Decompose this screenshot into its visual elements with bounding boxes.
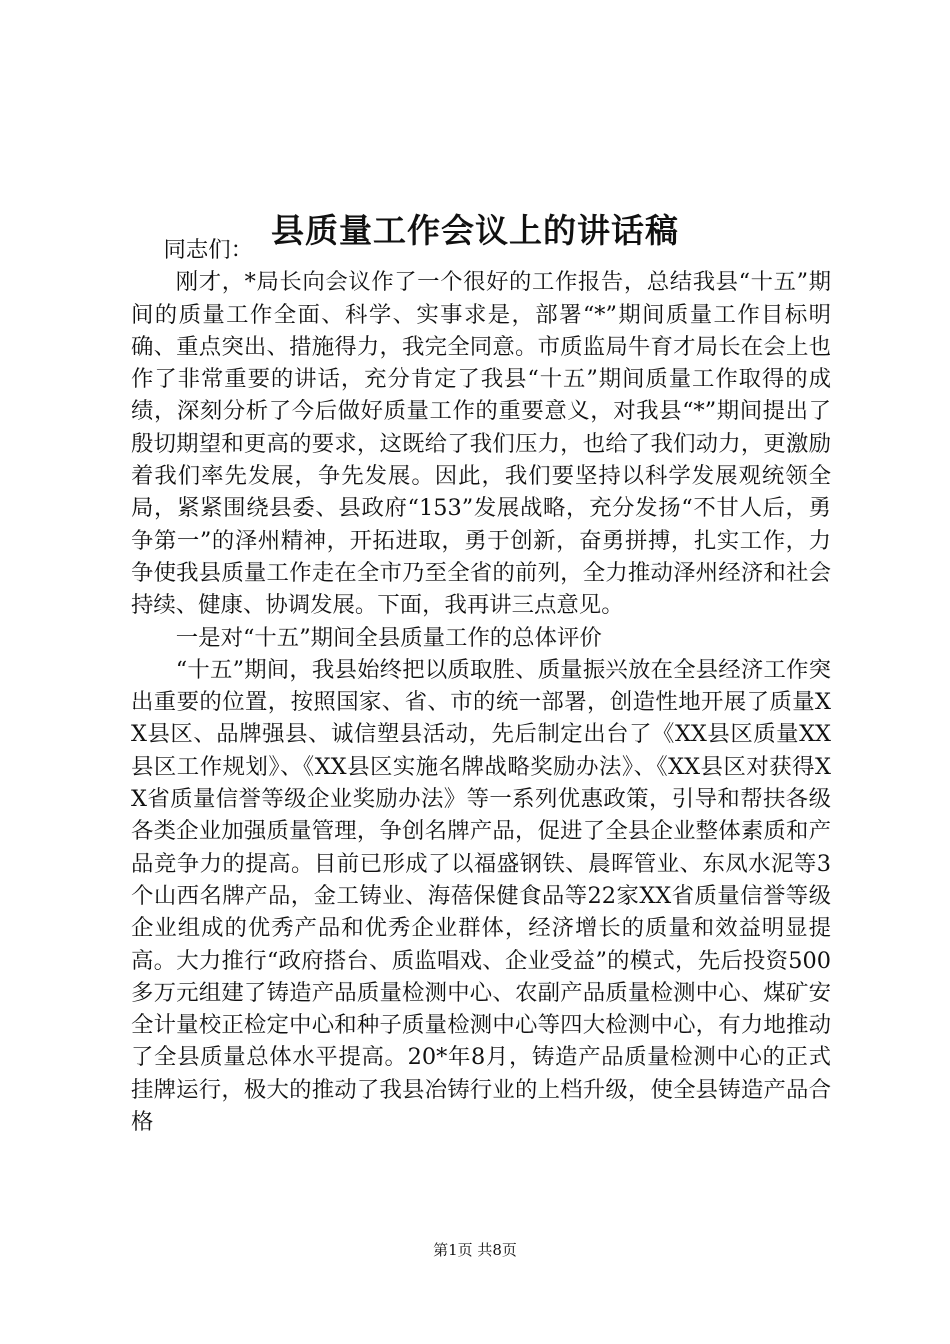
- section-heading-1: 一是对“十五”期间全县质量工作的总体评价: [175, 624, 602, 651]
- page-footer: 第1页 共8页: [433, 1241, 517, 1259]
- document-body: [131, 234, 831, 1138]
- paragraph-opening: 刚才，*局长向会议作了一个很好的工作报告，总结我县“十五”期间的质量工作全面、科学、实事求是，部署“*”期间质量工作目标明确、重点突出、措施得力，我完全同意。市质监局牛育才局长在会上也作了非常重要的讲话，充分肯定了我县“十五”期间质量工作取得的成绩，深刻分析了今后做好质量工作的重要意义，对我县“*”期间提出了殷切期望和更高的要求，这既给了我们压力，也给了我们动力，更激励着我们率先发展，争先发展。因此，我们要坚持以科学发展观统领全局，紧紧围绕县委、县政府“153”发展战略，充分发扬“不甘人后，勇争第一”的泽州精神，开拓进取，勇于创新，奋勇拼搏，扎实工作，力争使我县质量工作走在全市乃至全省的前列，全力推动泽州经济和社会持续、健康、协调发展。下面，我再讲三点意见。: [131, 269, 831, 619]
- document-title: 县质量工作会议上的讲话稿: [271, 211, 679, 251]
- salutation: 同志们：: [163, 237, 254, 263]
- paragraph-evaluation: “十五”期间，我县始终把以质取胜、质量振兴放在全县经济工作突出重要的位置，按照国家、省、市的统一部署，创造性地开展了质量XX县区、品牌强县、诚信塑县活动，先后制定出台了《XX县区质量XX县区工作规划》、《XX县区实施名牌战略奖励办法》、《XX县区对获得XX省质量信誉等级企业奖励办法》等一系列优惠政策，引导和帮扶各级各类企业加强质量管理，争创名牌产品，促进了全县企业整体素质和产品竞争力的提高。目前已形成了以福盛钢铁、晨晖管业、东凤水泥等3个山西名牌产品，金工铸业、海蓓保健食品等22家XX省质量信誉等级企业组成的优秀产品和优秀企业群体，经济增长的质量和效益明显提高。大力推行“政府搭台、质监唱戏、企业受益”的模式，先后投资500多万元组建了铸造产品质量检测中心、农副产品质量检测中心、煤矿安全计量校正检定中心和种子质量检测中心等四大检测中心，有力地推动了全县质量总体水平提高。20*年8月，铸造产品质量检测中心的正式挂牌运行，极大的推动了我县冶铸行业的上档升级，使全县铸造产品合格: [131, 656, 831, 1136]
